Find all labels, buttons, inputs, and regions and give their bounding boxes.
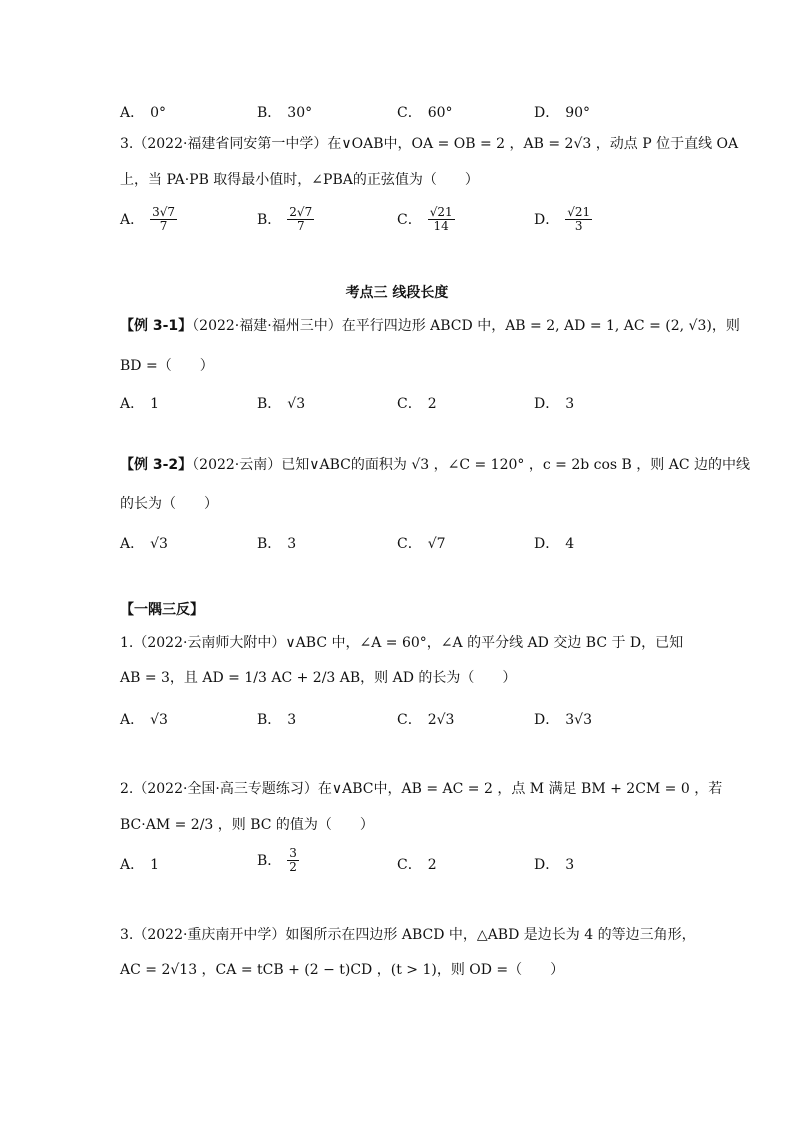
p2-option-b: B． $\frac{3}{2}$ — [257, 846, 297, 874]
fraction: $\frac{3}{2}$ — [289, 846, 297, 874]
problem-2-options — [120, 846, 720, 885]
example-tag: 【例 3-2】 — [120, 457, 193, 473]
p2-option-a: A． 1 — [120, 857, 160, 873]
problem-2-line-1: 2.（2022·全国·高三专题练习）在∨ABC中，AB = AC = 2 ，点 M 满足 BM + 2CM = 0 ，若 — [120, 781, 723, 797]
q3-option-a: A． $\frac{3√7}{7}$ — [120, 205, 176, 233]
section-heading: 考点三 线段长度 — [345, 285, 449, 301]
fraction: $\frac{√21}{3}$ — [567, 205, 591, 233]
p2-option-d: D． 3 — [534, 857, 575, 873]
q3-line-1: 3.（2022·福建省同安第一中学）在∨OAB中，OA = OB = 2 ，AB = 2√3 ，动点 P 位于直线 OA — [120, 136, 739, 152]
example-3-2-line-2: 的长为（ ） — [120, 496, 218, 512]
q3-option-d: D． $\frac{√21}{3}$ — [534, 205, 591, 233]
p1-option-d: D． 3√3 — [534, 712, 592, 728]
example-3-2-line-1: 【例 3-2】（2022·云南）已知∨ABC的面积为 √3 ，∠C = 120° ，c = 2b cos B ，则 AC 边的中线 — [120, 457, 750, 473]
p1-option-b: B． 3 — [257, 712, 297, 728]
practice-heading: 【一隅三反】 — [120, 602, 204, 618]
problem-2-line-2: BC·AM = 2/3 ，则 BC 的值为（ ） — [120, 817, 374, 833]
q3-option-c: C． $\frac{√21}{14}$ — [397, 205, 453, 233]
q3-options — [120, 206, 720, 236]
ex31-option-c: C． 2 — [397, 396, 437, 412]
ex31-option-a: A． 1 — [120, 396, 160, 412]
ex31-option-b: B． √3 — [257, 396, 306, 412]
problem-1-line-1: 1.（2022·云南师大附中）∨ABC 中，∠A = 60°，∠A 的平分线 AD 交边 BC 于 D，已知 — [120, 635, 684, 651]
q3-line-2: 上，当 PA·PB 取得最小值时，∠PBA的正弦值为（ ） — [120, 172, 479, 188]
fraction: $\frac{2√7}{7}$ — [289, 205, 313, 233]
ex31-option-d: D． 3 — [534, 396, 575, 412]
ex32-option-a: A． √3 — [120, 536, 168, 552]
q2-options — [120, 103, 720, 133]
ex32-option-c: C． √7 — [397, 536, 446, 552]
p2-option-c: C． 2 — [397, 857, 437, 873]
q2-option-b: B． 30° — [257, 105, 313, 121]
ex32-option-b: B． 3 — [257, 536, 297, 552]
q2-option-a: A． 0° — [120, 105, 167, 121]
q3-option-b: B． $\frac{2√7}{7}$ — [257, 205, 313, 233]
example-3-1-options — [120, 394, 720, 424]
q2-option-d: D． 90° — [534, 105, 591, 121]
p1-option-a: A． √3 — [120, 712, 168, 728]
ex32-option-d: D． 4 — [534, 536, 575, 552]
problem-3-line-2: AC = 2√13 ，CA = tCB + (2 − t)CD ，(t > 1)，则 OD =（ ） — [120, 962, 565, 978]
example-3-2-options — [120, 534, 720, 564]
fraction: $\frac{√21}{14}$ — [429, 205, 453, 233]
q2-option-c: C． 60° — [397, 105, 453, 121]
problem-3-line-1: 3.（2022·重庆南开中学）如图所示在四边形 ABCD 中，△ABD 是边长为 4 的等边三角形， — [120, 927, 696, 943]
example-3-1-line-2: BD =（ ） — [120, 358, 214, 374]
problem-1-options — [120, 710, 720, 740]
fraction: $\frac{3√7}{7}$ — [152, 205, 176, 233]
example-tag: 【例 3-1】 — [120, 318, 193, 334]
example-3-1-line-1: 【例 3-1】（2022·福建·福州三中）在平行四边形 ABCD 中，AB = 2, AD = 1, AC = (2, √3)，则 — [120, 318, 740, 334]
p1-option-c: C． 2√3 — [397, 712, 455, 728]
problem-1-line-2: AB = 3，且 AD = 1/3 AC + 2/3 AB，则 AD 的长为（ ） — [120, 670, 517, 686]
